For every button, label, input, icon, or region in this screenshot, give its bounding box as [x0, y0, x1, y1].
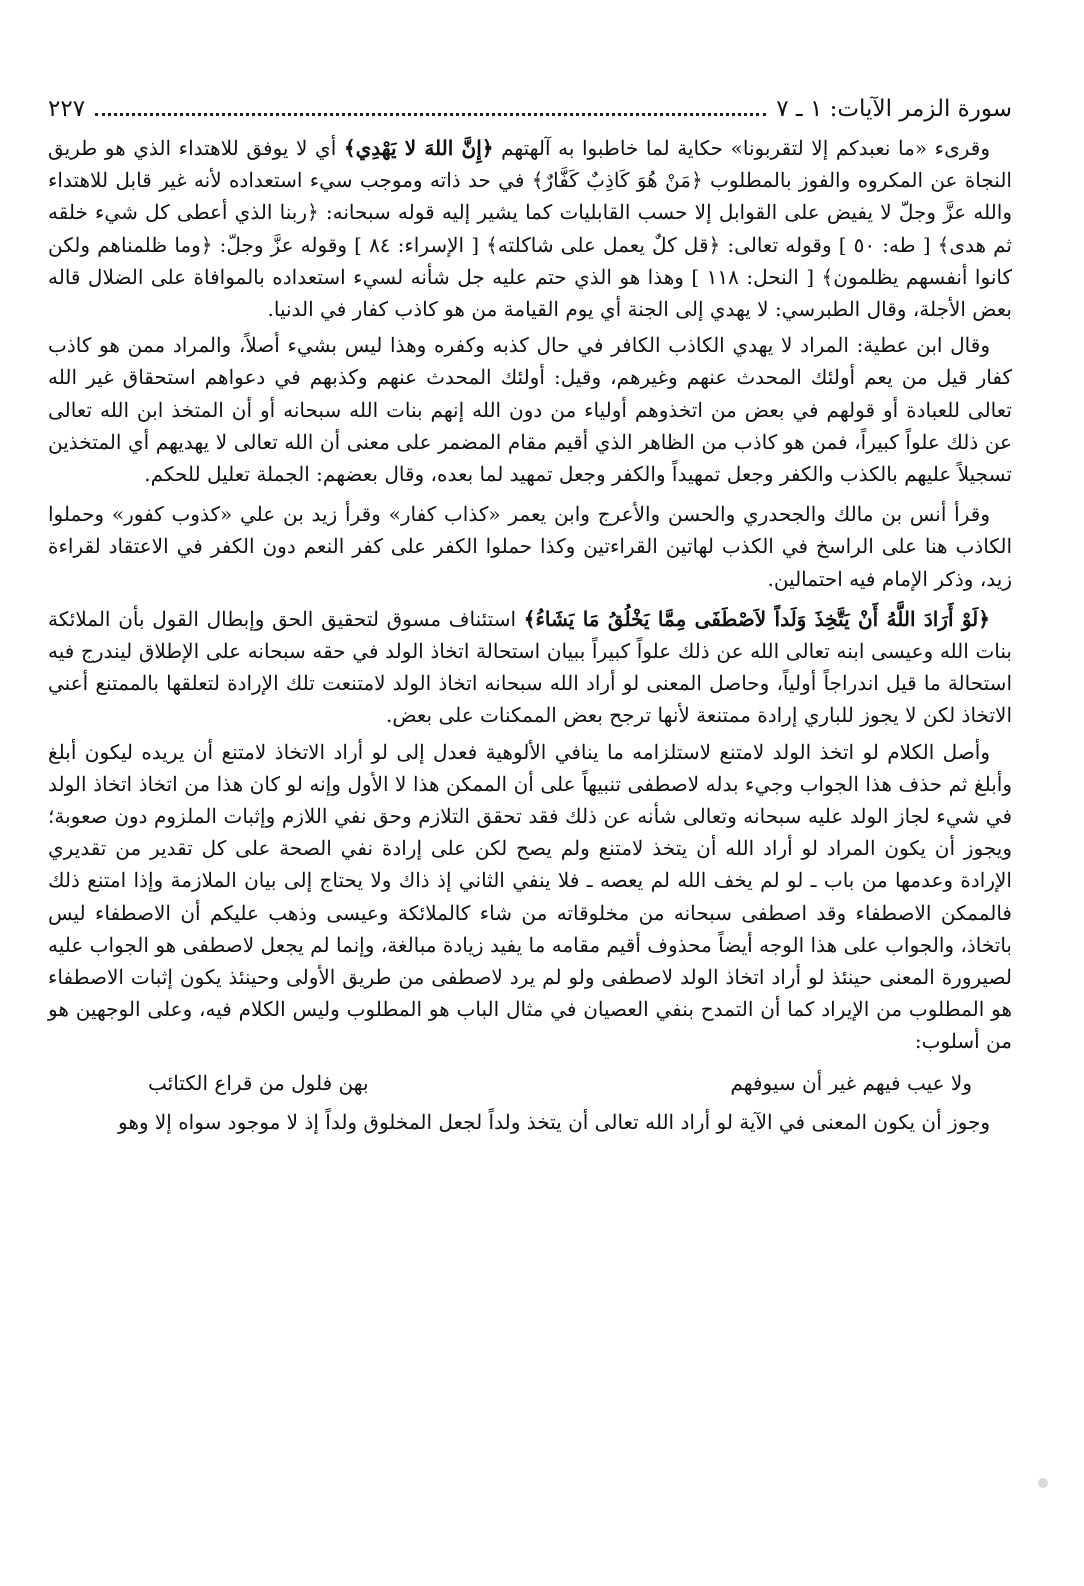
book-page — [48, 82, 1012, 1566]
paragraph-3-text: وقرأ أنس بن مالك والجحدري والحسن والأعرج وابن يعمر «كذاب كفار» وقرأ زيد بن علي «كذوب كفور» وحملوا الكاذب هنا على الراسخ في الكذب لهاتين القراءتين وكذا حملوا الكفر على كفر النعم دون الكفر في الاعتقاد لقراءة زيد، وذكر الإمام فيه احتمالين. — [48, 502, 1012, 591]
quran-verse-2: ﴿لَوْ أَرَادَ اللَّهُ أَنْ يَتَّخِذَ وَلَداً لاَصْطَفَى مِمَّا يَخْلُقُ مَا يَشَاءُ﴾ — [523, 606, 990, 631]
poem-hemistich-2: بهن فلول من قراع الكتائب — [148, 1070, 369, 1095]
paragraph-6-text: وجوز أن يكون المعنى في الآية لو أراد الله تعالى أن يتخذ ولداً لجعل المخلوق ولداً إذ لا موجود سواه إلا وهو — [117, 1109, 990, 1134]
paragraph-2-text: وقال ابن عطية: المراد لا يهدي الكاذب الكافر في حال كذبه وكفره وهذا ليس بشيء أصلاً، والمراد ممن هو كاذب كفار قيل من يعم أولئك المحدث عنهم وغيرهم، وقيل: أولئك المحدث عنهم وكذبهم في دعواهم استحقاق غير الله تعالى للعبادة أو قولهم في بعض من اتخذوهم أولياء من دون الله إنهم بنات الله سبحانه أو أن المتخذ ابن الله تعالى عن ذلك علواً كبيراً، فمن هو كاذب من الظاهر الذي أقيم مقام المضمر على معنى أن الله تعالى لا يهديهم أي المتخذين تسجيلاً عليهم بالكذب والكفر وجعل تمهيداً والكفر وجعل تمهيد لما بعده، وقال بعضهم: الجملة تعليل للحكم. — [48, 333, 1012, 487]
paragraph-3 — [48, 498, 1012, 595]
paragraph-4 — [48, 603, 1012, 732]
page-number: ٢٢٧ — [48, 96, 86, 122]
running-header — [48, 82, 1012, 122]
paragraph-5-text: وأصل الكلام لو اتخذ الولد لامتنع لاستلزامه ما ينافي الألوهية فعدل إلى لو أراد الاتخاذ لامتنع أن يريده ليكون أبلغ وأبلغ ثم حذف هذا الجواب وجيء بدله لاصطفى تنبيهاً على أن الممكن هذا لا الأول وإنه لو كان هذا من اتخاذ اتخاذ الولد في شيء لجاز الولد عليه سبحانه وتعالى شأنه عن ذلك فقد تحقق التلازم وحق نفي اللازم وإثبات الملزوم دون صعوبة؛ ويجوز أن يكون المراد لو أراد الله أن يتخذ لامتنع ولم يصح لكن على إرادة نفي الصحة على كل تقدير من تقديري الإرادة وعدمها من باب ـ لو لم يخف الله لم يعصه ـ فلا ينفي الثاني إذ ذاك ولا يحتاج إلى بيان الملازمة وإذا امتنع ذلك فالممكن الاصطفاء وقد اصطفى سبحانه من مخلوقاته من شاء كالملائكة وعيسى وذهب عليكم أن الاصطفاء ليس باتخاذ، والجواب على هذا الوجه أيضاً محذوف أقيم مقامه ما يفيد زيادة مبالغة، وإنما لم يجعل لاصطفى هو الجواب عليه لصيرورة المعنى حينئذ لو أراد اتخاذ الولد لاصطفى ولو لم يرد لاصطفى من طريق الأولى وحينئذ يكون إثبات الاصطفاء هو المطلوب من الإيراد كما أن التمدح بنفي العصيان في مثال الباب هو المطلوب وليس الكلام فيه، وعلى الوجهين هو من أسلوب: — [48, 739, 1012, 1054]
scan-smudge — [1038, 1478, 1048, 1488]
commentary-body — [48, 132, 1012, 1138]
paragraph-1-text: أي لا يوفق للاهتداء الذي هو طريق النجاة عن المكروه والفوز بالمطلوب ﴿مَنْ هُوَ كَاذِبٌ كَفَّارٌ﴾ في حد ذاته وموجب سيء استعداده لأنه غير قابل للاهتداء والله عزَّ وجلّ لا يفيض على القوابل إلا حسب القابليات كما يشير إليه قوله سبحانه: ﴿ربنا الذي أعطى كل شيء خلقه ثم هدى﴾ [ طه: ٥٠ ] وقوله تعالى: ﴿قل كلٌ يعمل على شاكلته﴾ [ الإسراء: ٨٤ ] وقوله عزَّ وجلّ: ﴿وما ظلمناهم ولكن كانوا أنفسهم يظلمون﴾ [ النحل: ١١٨ ] وهذا هو الذي حتم عليه جل شأنه لسيء استعداده بالموافاة على الضلال قاله بعض الأجلة، وقال الطبرسي: لا يهدي إلى الجنة أي يوم القيامة من هو كاذب كفار في الدنيا. — [48, 136, 1012, 322]
quran-verse-1: ﴿إِنَّ اللهَ لا يَهْدِي﴾ — [343, 136, 494, 160]
paragraph-4-text: استئناف مسوق لتحقيق الحق وإبطال القول بأن الملائكة بنات الله وعيسى ابنه تعالى الله عن ذلك علواً كبيراً ببيان استحالة اتخاذ الولد في حقه سبحانه على الإطلاق ليندرج فيه استحالة ما قيل اندراجاً أولياً، وحاصل المعنى لو أراد الله سبحانه اتخاذ الولد لامتنعت تلك الإرادة لتعلقها بالممتنع أعني الاتخاذ لكن لا يجوز للباري إرادة ممتنعة لأنها ترجح بعض الممكنات على بعض. — [48, 606, 1012, 728]
paragraph-6 — [48, 1106, 1012, 1138]
paragraph-1 — [48, 132, 1012, 325]
surah-title: سورة الزمر الآيات: ١ ـ ٧ — [776, 96, 1012, 122]
paragraph-1-lead: وقرىء «ما نعبدكم إلا لتقربونا» حكاية لما خاطبوا به آلهتهم — [493, 136, 990, 160]
poem-hemistich-1: ولا عيب فيهم غير أن سيوفهم — [730, 1070, 972, 1095]
paragraph-5 — [48, 736, 1012, 1058]
paragraph-2 — [48, 329, 1012, 490]
header-leader-dots — [95, 113, 766, 116]
poem-verse — [48, 1062, 1012, 1106]
